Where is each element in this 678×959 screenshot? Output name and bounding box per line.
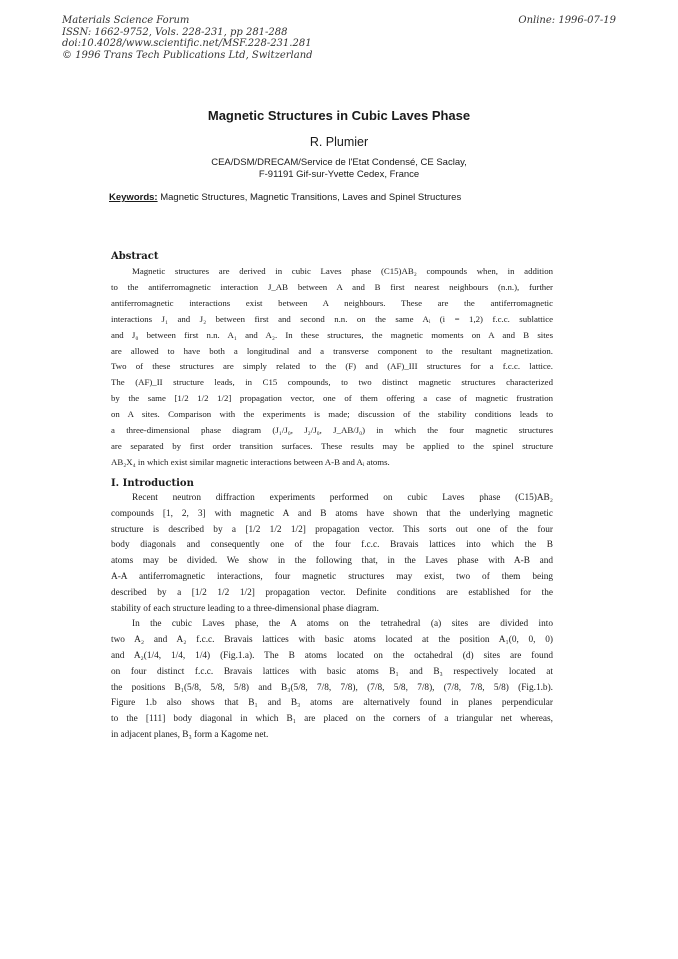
- abstract-line: AB₂X₄ in which exist similar magnetic interactions between A-B and Aᵢ atoms.: [111, 456, 390, 467]
- affiliation-line-2: F-91191 Gif-sur-Yvette Cedex, France: [258, 169, 420, 180]
- intro-line: the positions B₁(5/8, 5/8, 5/8) and B₃(5/8, 7/8, 7/8), (7/8, 5/8, 7/8), (7/8, 7/8, 5/8) (Fig.1.b).: [111, 682, 553, 693]
- abstract-line: a three-dimensional phase diagram (J₁/J₀, J₂/J₀, J_AB/J₀) in which the four magnetic structures: [111, 425, 553, 436]
- intro-line: described by a [1/2 1/2 1/2] propagation vector. Definite conditions are established for the: [111, 587, 553, 598]
- abstract-heading: Abstract: [111, 251, 159, 262]
- journal-header: [62, 15, 313, 61]
- intro-line: Figure 1.b also shows that B₁ and B₃ atoms are alternatively found in planes perpendicular: [111, 698, 553, 709]
- abstract-line: interactions J₁ and J₂ between first and second n.n. on the same Aᵢ (i = 1,2) f.c.c. sublattice: [111, 313, 553, 324]
- abstract-line: Magnetic structures are derived in cubic Laves phase (C15)AB₂ compounds when, in addition: [132, 266, 553, 276]
- keywords: [109, 192, 461, 203]
- introduction-heading: I. Introduction: [111, 478, 194, 489]
- introduction-body: [111, 491, 553, 744]
- journal-name: Materials Science Forum: [62, 15, 190, 26]
- copyright-line: © 1996 Trans Tech Publications Ltd, Switzerland: [62, 49, 313, 61]
- intro-line: Recent neutron diffraction experiments performed on cubic Laves phase (C15)AB₂: [132, 493, 553, 503]
- intro-line: on four distinct f.c.c. Bravais lattices with basic atoms B₁ and B₃ respectively located at: [111, 666, 553, 677]
- intro-line: stability of each structure leading to a three-dimensional phase diagram.: [111, 603, 379, 614]
- author-name: R. Plumier: [309, 135, 369, 149]
- keywords-label: Keywords:: [109, 192, 158, 203]
- abstract-line: The (AF)_II structure leads, in C15 compounds, to two distinct magnetic structures characterized: [111, 377, 553, 388]
- abstract-line: to the antiferromagnetic interaction J_AB between A and B first nearest neighbours (n.n.), further: [111, 281, 553, 292]
- intro-line: compounds [1, 2, 3] with magnetic A and B atoms have shown that the underlying magnetic: [111, 508, 553, 519]
- online-date: Online: 1996-07-19: [518, 15, 616, 26]
- intro-line: A-A antiferromagnetic interactions, four magnetic structures may exist, two of them being: [111, 571, 553, 582]
- abstract-line: antiferromagnetic interactions exist between A neighbours. These are the antiferromagnetic: [111, 297, 553, 308]
- affiliation-line-1: CEA/DSM/DRECAM/Service de l'Etat Condensé, CE Saclay,: [211, 157, 467, 168]
- abstract-line: and J₀ between first n.n. A₁ and A₂. In these structures, the magnetic moments on A and B sites: [111, 329, 553, 340]
- keywords-text: Magnetic Structures, Magnetic Transitions, Laves and Spinel Structures: [157, 192, 462, 203]
- intro-line: to the [111] body diagonal in which B₁ are placed on the corners of a triangular net whereas,: [111, 714, 553, 725]
- affiliation: [0, 157, 678, 181]
- abstract-body: [111, 264, 553, 471]
- abstract-line: on A sites. Comparison with the experiments is made; discussion of the stability conditions leads to: [111, 409, 553, 420]
- intro-line: in adjacent planes, B₃ form a Kagome net.: [111, 729, 269, 740]
- abstract-line: Two of these structures are simply related to the (F) and (AF)_III structures for a f.c.c. lattice.: [111, 361, 553, 372]
- intro-line: and A₂(1/4, 1/4, 1/4) (Fig.1.a). The B atoms located on the octahedral (d) sites are found: [111, 650, 553, 661]
- intro-line: In the cubic Laves phase, the A atoms on the tetrahedral (a) sites are divided into: [132, 619, 553, 630]
- abstract-line: are allowed to have both a longitudinal and a transverse component to the resultant magnetization.: [111, 345, 553, 356]
- intro-line: body diagonals and consequently one of the four f.c.c. Bravais lattices into which the B: [111, 540, 553, 551]
- paper-title: Magnetic Structures in Cubic Laves Phase: [207, 108, 471, 123]
- doi-line: doi:10.4028/www.scientific.net/MSF.228-231.281: [62, 38, 312, 49]
- intro-line: structure is described by a [1/2 1/2 1/2] propagation vector. This sorts out one of the four: [111, 524, 553, 535]
- intro-line: atoms may be divided. We show in the following that, in the Laves phase with A-B and: [111, 556, 553, 567]
- abstract-line: are separated by first order transition surfaces. These results may be applied to the spinel structure: [111, 440, 553, 451]
- issn-line: ISSN: 1662-9752, Vols. 228-231, pp 281-288: [62, 26, 288, 38]
- intro-line: two A₂ and A₂ f.c.c. Bravais lattices with basic atoms located at the position A₁(0, 0, 0): [111, 635, 553, 646]
- abstract-line: by the same [1/2 1/2 1/2] propagation vector, one of them offering a case of magnetic frustration: [111, 393, 553, 404]
